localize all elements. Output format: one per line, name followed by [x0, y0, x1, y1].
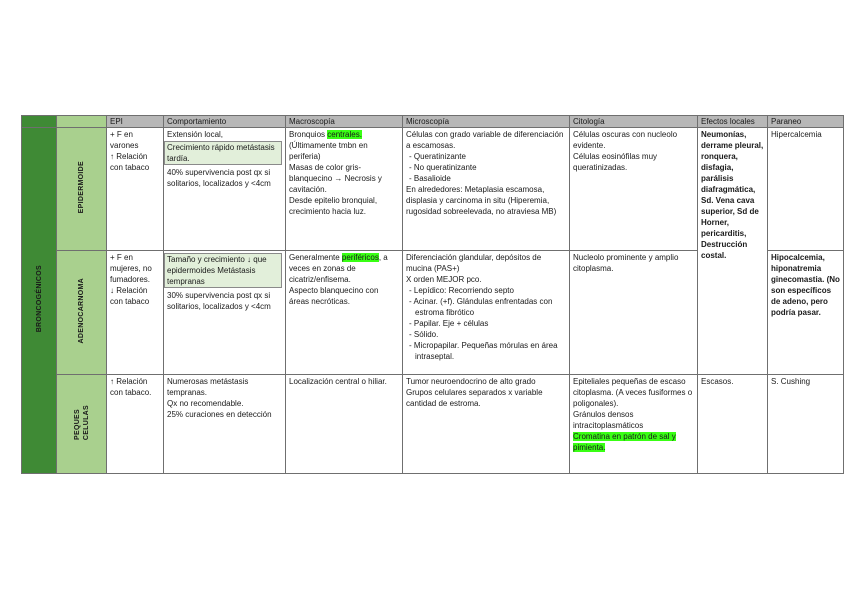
- macro-text: (Últimamente tmbn en periferia): [289, 141, 368, 161]
- micro-bullet: - No queratinizante: [409, 163, 477, 172]
- micro-text: X orden MEJOR pco.: [406, 275, 482, 284]
- macro-text: , a veces en zonas de cicatriz/enfisema.: [289, 253, 388, 284]
- comp-boxed-text: Crecimiento rápido metástasis tardía.: [164, 141, 282, 165]
- comportamiento-cell: [164, 128, 286, 251]
- epi-cell: [107, 251, 164, 375]
- macroscopia-cell: [286, 375, 403, 474]
- comportamiento-cell: [164, 375, 286, 474]
- comp-text: Numerosas metástasis tempranas.: [167, 377, 249, 397]
- micro-text: Tumor neuroendocrino de alto grado: [406, 377, 536, 386]
- macro-text: Aspecto blanquecino con áreas necróticas.: [289, 286, 379, 306]
- subtype-label-cell: [57, 128, 107, 251]
- efectos-locales-cell: Escasos.: [698, 375, 768, 474]
- microscopia-cell: [403, 128, 570, 251]
- micro-bullet: - Lepídico: Recorriendo septo: [409, 286, 514, 295]
- epi-cell: [107, 375, 164, 474]
- micro-text: Grupos celulares separados x variable cantidad de estroma.: [406, 388, 543, 408]
- epi-cell: [107, 128, 164, 251]
- macroscopia-cell: [286, 251, 403, 375]
- table-row: [22, 128, 844, 251]
- macro-highlight: periféricos: [341, 253, 379, 262]
- cito-text: Nucleolo prominente y amplio citoplasma.: [573, 253, 679, 273]
- epi-text: ↑ Relación con tabaco.: [110, 377, 152, 397]
- header-microscopia: Microscopía: [403, 116, 570, 128]
- subtype-label-epidermoide: EPIDERMOIDE: [78, 161, 85, 214]
- citologia-cell: [570, 375, 698, 474]
- epi-text: ↓ Relación con tabaco: [110, 286, 150, 306]
- comp-text: 40% supervivencia post qx si solitarios, localizados y <4cm: [167, 168, 271, 188]
- table-row: [22, 375, 844, 474]
- cito-text: Células eosinófilas muy queratinizadas.: [573, 152, 658, 172]
- macroscopia-cell: [286, 128, 403, 251]
- micro-bullet: - Micropapilar. Pequeñas mórulas en área intraseptal.: [409, 341, 558, 361]
- comportamiento-cell: [164, 251, 286, 375]
- micro-bullet: - Queratinizante: [409, 152, 466, 161]
- micro-text: Diferenciación glandular, depósitos de mucina (PAS+): [406, 253, 542, 273]
- subtype-label-cell: [57, 375, 107, 474]
- cito-highlight: Cromatina en patrón de sal y pimienta.: [573, 432, 676, 452]
- comp-text: 25% curaciones en detección: [167, 410, 272, 419]
- header-group-blank: [22, 116, 57, 128]
- header-citologia: Citología: [570, 116, 698, 128]
- micro-bullet: - Acinar. (+f). Glándulas enfrentadas con estroma fibrótico: [409, 297, 553, 317]
- header-comportamiento: Comportamiento: [164, 116, 286, 128]
- macro-highlight: centrales.: [327, 130, 362, 139]
- macro-line: [289, 252, 399, 285]
- comp-text: Qx no recomendable.: [167, 399, 244, 408]
- comp-text: Extensión local,: [167, 130, 224, 139]
- epi-text: + F en varones: [110, 130, 139, 150]
- comp-boxed-text: Tamaño y crecimiento ↓ que epidermoides Metástasis tempranas: [164, 253, 282, 288]
- subtype-label-celulas-line1: CELULAS: [82, 404, 90, 441]
- header-subgroup-blank: [57, 116, 107, 128]
- subtype-label-celulas-line2: PEQUES: [73, 409, 81, 441]
- macro-text: Bronquios: [289, 130, 328, 139]
- efectos-locales-cell: Neumonías, derrame pleural, ronquera, disfagia, parálisis diafragmática, Sd. Vena cava superior, Sd de Horner, pericarditis, Destrucción costal.: [698, 128, 768, 375]
- micro-bullet: - Sólido.: [409, 330, 439, 339]
- micro-bullet: - Papilar. Eje + células: [409, 319, 489, 328]
- header-paraneo: Paraneo: [768, 116, 844, 128]
- cito-line: [573, 431, 694, 453]
- microscopia-cell: [403, 375, 570, 474]
- micro-text: En alrededores: Metaplasia escamosa, displasia y carcinoma in situ (Hiperemia, rugosidad sobreelevada, no atraviesa MB): [406, 185, 557, 216]
- citologia-cell: [570, 251, 698, 375]
- macro-text: Desde epitelio bronquial, crecimiento hacia luz.: [289, 196, 378, 216]
- header-epi: EPI: [107, 116, 164, 128]
- header-efectos-locales: Efectos locales: [698, 116, 768, 128]
- epi-text: + F en mujeres, no fumadores.: [110, 253, 152, 284]
- cito-text: Células oscuras con nucleolo evidente.: [573, 130, 678, 150]
- comp-text: 30% supervivencia post qx si solitarios, localizados y <4cm: [167, 291, 271, 311]
- paraneo-cell: Hipercalcemia: [768, 128, 844, 251]
- header-macroscopia: Macroscopía: [286, 116, 403, 128]
- cito-text: Epiteliales pequeñas de escaso citoplasma. (A veces fusiformes o poligonales).: [573, 377, 693, 408]
- micro-text: Células con grado variable de diferenciación a escamosas.: [406, 130, 564, 150]
- tumor-comparison-table: [21, 115, 844, 474]
- macro-text: Localización central o hiliar.: [289, 377, 387, 386]
- subtype-label-cell: [57, 251, 107, 375]
- header-row: [22, 116, 844, 128]
- subtype-label-adeno: ADENOCARNOMA: [78, 278, 85, 344]
- macro-text: Masas de color gris-blanquecino → Necrosis y cavitación.: [289, 163, 382, 194]
- epi-text: ↑ Relación con tabaco: [110, 152, 150, 172]
- macro-text: Generalmente: [289, 253, 342, 262]
- paraneo-cell: Hipocalcemia, hiponatremia ginecomastia. (No son específicos de adeno, pero podría pasar.: [768, 251, 844, 375]
- paraneo-cell: S. Cushing: [768, 375, 844, 474]
- citologia-cell: [570, 128, 698, 251]
- group-label: BRONCOGÉNICOS: [35, 265, 43, 333]
- macro-line: [289, 129, 399, 140]
- cito-text: Gránulos densos intracitoplasmáticos: [573, 410, 644, 430]
- group-label-cell: [22, 128, 57, 474]
- microscopia-cell: [403, 251, 570, 375]
- micro-bullet: - Basalioide: [409, 174, 451, 183]
